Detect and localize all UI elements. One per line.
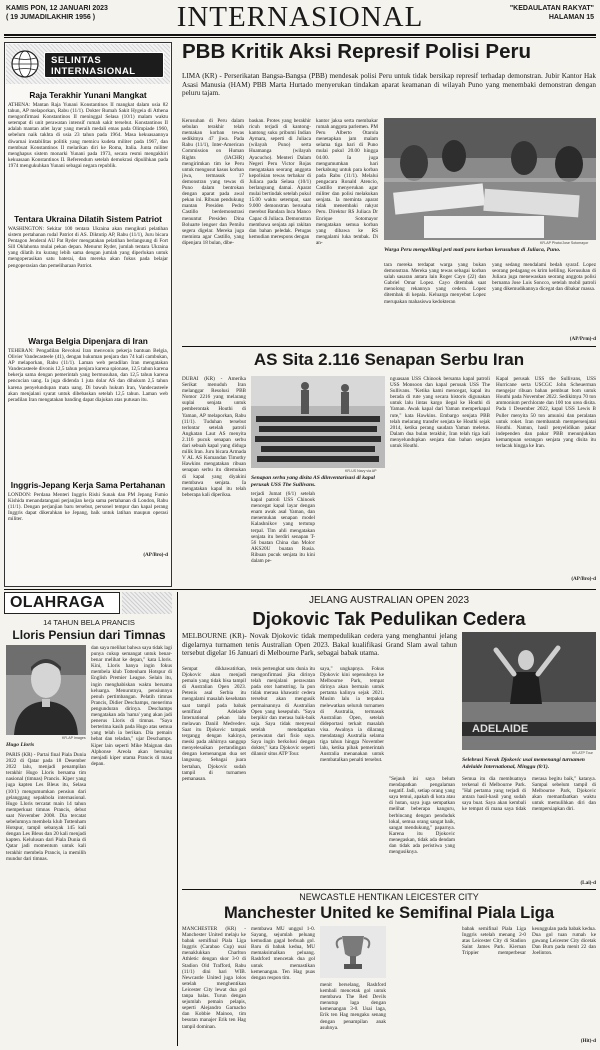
- item-body: WASHINGTON: Sekitar 100 tentara Ukraina akan mengikuti pelatihan sistem pertahanan rudal Patriot di AS. Diktutip AP, Rabu (11/1), Juru bicara Pentagon Jenderal AU Pat Ryder mengatakan pelatihan berlangsung di Fort Sill Oklahoma mulai pekan depan. Menurut Ryder, jumlah tentara Ukraina yang dilatih itu kurang lebih sama dengan jumlah yang diperlukan untuk mengoperasikan satu baterai, dan mereka akan fokus pada belajar pengoperasian dan pemeliharaan Patriot.: [8, 226, 168, 269]
- as-col-3: nguasaan USS Chinook bersama kapal patroli USS Monsoon dan kapal perusak USS The Sullivans. "Ketika kami mencegat, kapal itu berada di rute yang secara historis digunakan untuk lalu lintas kargo ilegal ke Houthi di Yaman. Awak kapal dari Yaman memperkapal rute," kata Hawkins. Embargo senjata PBB telah melarang transfer senjata ke Houthi sejak 2014, ketika perang saudara Yaman meletus. Dalam dua bulan terakhir, Iran telah tiga kali menyelundupkan senjata dan bahan senjata untuk Houthi.: [390, 376, 490, 450]
- hijri-line: ( 19 JUMADILAKHIR 1956 ): [6, 14, 96, 21]
- selintas-item-1: [8, 90, 168, 218]
- item-body: ATHENA: Mantan Raja Yunani Konstantinos II mangkat dalam usia 82 tahun, AP melaporkan, Rabu (11/1). Dokter Rumah Sakit Hygeia di Athena mengonfirmasi Konstantinos II meninggal Selasa (10/1) malam waktu setempat di unit perawatan intensif rumah sakit tersebut. Konstantinos II adalah mantan atlet layar yang meraih medali emas pada Olimpiade 1960, sebelum naik takhta di usia 23 tahun pada 1964. Masa kekuasaannya diwarnai instabilitas politik yang memicu kudeta militer pada 1967, dan membuat Konstantinos II melarikan diri ke Roma, Italia. Junta militer menghapus sistem monarki Yunani pada 1973, secara resmi mengakhiri kekuasaan Konstantinos II. Referendum setelah demokrasi dipulihkan pada 1974 mengukuhkan Yunani sebagai negara republik.: [8, 102, 168, 169]
- selintas-item-3: [8, 336, 168, 452]
- pbb-lead: LIMA (KR) - Perserikatan Bangsa-Bangsa (PBB) mendesak polisi Peru untuk tidak bersikap represif terhadap demonstran. Jubir Kantor Hak Asasi Manusia (HAM) PBB Marta Hurtado menyerukan tindakan aparat keamanan di wilayah Puno yang menembaki demonstran dengan peluru tajam.: [182, 72, 596, 98]
- as-sign: (AP/Bro)-d: [571, 576, 596, 582]
- mu-col-1: MANCHESTER (KR) - Manchester United melaju ke babak semifinal Piala Liga Inggris (Carabao Cup) usai menaklukkan Charlton Athletic dengan skor 3-0 di Stadion Old Trafford, Rabu (11/1) dini hari WIB. Newcastle United juga lolos setelah menghentikan Leicester City lewat dua gol tanpa balas. Turun dengan sejumlah pemain pelapis, seperti Alejandro Garnacho dan Kobbie Mainoo, tim besutan manajer Erik ten Hag tampil dominan.: [182, 926, 246, 1030]
- as-headline: AS Sita 2.116 Senapan Serbu Iran: [253, 350, 525, 369]
- lloris-photo: [6, 645, 86, 735]
- pbb-col-2: baskan. Protes yang berakhir ricuh terjadi di kantong-kantong suku pribumi Indian Aymara, seperti di Juliaca (wilayah Puno) serta Huamanga (wilayah Ayacucho). Menteri Dalam Negeri Peru Victor Rojas mengatakan seorang anggota kepolisian tewas terbakar di Juliaca pada Selasa (10/1) berlangsung damai. Aparat mulai bertindak setelah pukul 15.00 waktu setempat, saat 9.000 demonstran berusaha merebut Bandara Inca Manco Capac di Juliaca. Demonstran membawa senjata api rakitan dan bahan peledak. Petugas kemudian merespons dengan: [249, 118, 311, 240]
- masthead-date: [6, 4, 108, 22]
- header-rule-thin: [4, 37, 596, 38]
- lloris-photo-caption: Hugo Lloris: [6, 742, 35, 748]
- mu-kicker: NEWCASTLE HENTIKAN LEICESTER CITY: [299, 892, 479, 902]
- as-col-2: terjadi Jumat (6/1) setelah kapal patroli USS Chinook mencegat kapal layar dengan enam awak asal Yaman, dan menemukan senapan model Kalashnikov yang tertutup terpal. Tim ahli mengatakan senjata itu berdiri senapan T-56 buatan China dan Moloт AKS20U buatan Rusia. Ribuan pucuk senjata itu kini dalam pe-: [251, 491, 315, 565]
- header-rule: [4, 34, 596, 36]
- djokovic-col-5: Semua itu dia membuatnya terkenal di Melbourne Park. "Hal pertama yang terjadi di antara hasil-hasil yang sudah saya buat. Saya akan kembali ke tempat di mana saya tidak merasa begitu baik," katanya. Sampai sebelum tampil di Melbourne Park, Djokovic akan memanfaatkan waktu untuk memulihkan diri dan mempersiapkan diri.: [462, 776, 596, 813]
- date-line: KAMIS PON, 12 JANUARI 2023: [6, 5, 108, 12]
- lloris-col-2: dan saya melihat bahwa saya tidak lagi punya cukup semangat untuk benar-benar melihat ke depan," kata Lloris. Kini, Lloris hanya ingin fokus membela klub Tottenham Hotspur di English Premier League. Selain itu, ingin menghabiskan waktu bersama keluarga. Menurutnya, pensiunnya penuh pertimbangan. Pelatih timnas Prancis, Didier Deschamps, menerima pengunduran dirinya. Deschamps mengatakan ada 'nama' yang akan jadi penerus Lloris di timnas. "Saya berterima kasih pada Hugo atas semua yang telah ia berikan. Dia pemain hebat dan teladan," ujar Deschamps. Kiper lain seperti Mike Maignan dan Alphonse Areola akan bersaing menjadi kiper utama Prancis di masa depan.: [91, 645, 172, 767]
- mu-col-4: babak semifinal Piala Liga Inggris setelah menang 2-0 atas Leicester City di Stadion Saint James Park. Kiernan Trippier memperbesar keunggulan pada babak kedua. Dua gol tuan rumah ke gawang Leicester City dicetak Dan Burn pada menit 22 dan Joelinton.: [462, 926, 596, 957]
- page-number: HALAMAN 15: [548, 14, 594, 21]
- rifles-photo-caption: Senapan serbu yang disita AS diinventarisasi di kapal perusak USS The Sullivans.: [251, 475, 375, 488]
- pbb-col-4: tara mereka terdapat warga yang bukan demonstran. Mereka yang tewas sebagai korban salah sasaran antara lain Roger Cayo (22) dan Gabriel Omar Lopez. Cayo ditembak saat menolong rekannya yang cedera. Lopez ditembak di kepala. Keluarga menyebut Lopez merupakan mahasiswa kedokteran: [384, 262, 486, 305]
- djokovic-celebration-image: [462, 632, 596, 750]
- lloris-kicker: 14 TAHUN BELA PRANCIS: [43, 618, 135, 627]
- rifles-photo-credit: KR-US Navy via AP: [345, 469, 377, 473]
- djokovic-kicker: JELANG AUSTRALIAN OPEN 2023: [308, 595, 470, 606]
- item-body: LONDON: Perdana Menteri Inggris Rishi Sunak dan PM Jepang Fumio Kishida menandatangani perjanjian kerja sama pertahanan di London, Rabu (11/1). Dengan perjanjian baru tersebut, personel tempur dan kapal perang Inggris dapat dikerahkan ke Jepang, baik untuk latihan maupun operasi militer.: [8, 492, 168, 523]
- djokovic-photo-credit: KR-ATP Tour: [572, 751, 593, 755]
- item-title: Inggris-Jepang Kerja Sama Pertahanan: [10, 480, 166, 490]
- olahraga-ribbon: [122, 592, 172, 614]
- paper-name: "KEDAULATAN RAKYAT": [509, 5, 594, 12]
- globe-icon: [10, 48, 40, 80]
- svg-text:ADELAIDE: ADELAIDE: [472, 723, 529, 735]
- lloris-photo-credit: KR-AP Images: [62, 736, 86, 740]
- story-divider-2: [182, 889, 596, 890]
- seized-rifles-image: [251, 376, 385, 468]
- djokovic-col-4: "Sejauh ini saya belum mendapatkan pengalaman negatif. Jadi, setiap orang yang saya temui, apakah di kota atau di hutan, saya juga sempatkan melihat beberapa kanguru, berbincang dengan penduduk lokal, semua orang sangat baik, sangat mendukung," paparnya. Karena itu Djokovic menegaskan, tidak ada dendam dan tidak ada peristiwa yang mengusiknya.: [389, 776, 455, 856]
- selintas-item-4: [8, 480, 168, 558]
- as-col-1: DUBAI (KR) - Amerika Serikat menuduh Iran melanggar Resolusi PBB Nomor 2216 yang melarang suplai senjata untuk pemberontak Houthi di Yaman, AP melaporkan, Rabu (11/1). Tuduhan tersebut terlontar setelah patroli Angkatan Laut AS menyita 2.116 pucuk senapan serbu dari sebuah kapal yang diduga milik Iran. Juru bicara Armada V AL AS Komandan Timothy Hawkins mengatakan ribuan senapan serbu itu ditemukan di kapal yang diyakini membawa senjata. Ia mengatakan kapal itu telah beberapa kali diperiksa.: [182, 376, 246, 498]
- mu-col-2: membawa MU unggul 1-0. Sayang, sejumlah peluang kemudian gagal berbuah gol. Baru di babak kedua, MU memaksimalkan peluang. Rashford mencetak dua gol untuk memastikan kemenangan. Ten Hag puas dengan respon tim.: [251, 926, 315, 981]
- carabao-cup-photo: [320, 926, 386, 978]
- peru-photo-caption: Warga Peru mengelilingi peti mati para korban kerusuhan di Juliaca, Puno.: [384, 247, 561, 253]
- section-title: INTERNASIONAL: [176, 1, 424, 33]
- as-col-2b: [320, 491, 385, 584]
- lloris-col-1: PARIS (KR) - Partai final Piala Dunia 2022 di Qatar pada 18 Desember 2022 lalu, menjadi penampilan terakhir Hugo Lloris bersama tim nasional (timnas) Prancis. Kiper yang juga kapten Les Bleus itu, Selasa (10/1) mengumumkan pensiun dari gelanggang sepakbola internasional. Hugo Lloris tercatat main 14 tahun memperkuat timnas Prancis, debut saat November 2008. Dia tercatat sebelumnya membela klub Tottenham Hotspur, tampil sebanyak 145 kali dengan Les Bleus dan 20 kali menjadi kapten. Kelulusan dari Piala Dunia di Qatar jadi momentum untuk kali terakhir membela Prancis, ia memilih mundur dari timnas.: [6, 752, 86, 862]
- carabao-cup-logo: [320, 926, 386, 978]
- djokovic-headline: Djokovic Tak Pedulikan Cedera: [252, 608, 526, 629]
- djokovic-col-2: tenis pertengkat satu dunia itu mengonfirmasi jika dirinya telah menjalani perawatan pada otot hamstring. Ia pun tidak merasa khawatir cedera tersebut akan mengusik permainannya di Australian Open yang kesepuluh. "Saya berpikir dan merasa baik-baik saja. Saya tidak menyesal setelah mendapatkan perawatan dari fisio saya. Saya ingin berkolusi dengan dokter," kata Djokovic seperti dilansir situs ATP Tour.: [251, 666, 315, 758]
- masthead-paper: [510, 4, 594, 22]
- djokovic-photo: [462, 632, 596, 750]
- item-sign: (AP/Bro)-d: [143, 552, 168, 558]
- pbb-headline: PBB Kritik Aksi Represif Polisi Peru: [182, 40, 531, 63]
- olahraga-title: OLAHRAGA: [10, 594, 105, 611]
- selintas-item-2: [8, 214, 168, 298]
- peru-photo-credit: KR-AP Photo/Jose Sotomayor: [540, 241, 589, 245]
- column-divider: [177, 592, 178, 1046]
- mu-col-3b: [391, 926, 455, 1045]
- selintas-badge: [44, 52, 164, 78]
- item-title: Raja Terakhir Yunani Mangkat: [29, 90, 147, 100]
- djokovic-photo-caption: Selebrasi Novak Djokovic usai memenangi turnamen Adelaide International, Minggu (8/1).: [462, 757, 585, 770]
- badge-line-1: SELINTAS: [51, 55, 102, 66]
- item-title: Warga Belgia Dipenjara di Iran: [28, 336, 148, 346]
- as-col-4: Kapal perusak USS the Sullivans, USS Hurricane serta USCGC John Scheuerman mengejar ribuan bahan pembuat bom untuk Houthi pada November 2022. Sedikitnya 70 ton ammonium perchlorate dan 100 ton urea disita. Pada 1 Desember 2022, kapal USS Lewis B Puller menyita 50 ton amunisi dan peralatan untuk roket. Iran membantah mempersenjatai Houthi. Namun, hasil penyelidikan pakar independen dan pakar PBB menunjukkan kemampuan serangan senjata yang disita itu terlacak hingga ke Iran.: [496, 376, 596, 450]
- story-divider: [182, 346, 596, 347]
- item-title: Tentara Ukraina Dilatih Sistem Patriot: [14, 214, 162, 224]
- pbb-col-1: Kerusuhan di Peru dalam sebulan terakhir telah memakan korban tewas sedikitnya 47 jiwa. Pada Rabu (11/1), Inter-American Commission on Human Rights (IACHR) mengirimkan tim ke Peru untuk mengusut kasus korban jiwa, termasuk 17 demonstran yang tewas di Puno dalam bentrokan dengan aparat pada awal pekan ini. Ribuan pendukung mantan Presiden Pedro Castillo berdemonstrasi menuntut Presiden Dina Boluarte lengser dan Pemilu segera digelar. Mereka juga meminta agar Castillo, yang dipenjara 18 bulan, dibe-: [182, 118, 244, 246]
- djokovic-lead: MELBOURNE (KR)- Novak Djokovic tidak mempedulikan cedera yang menghantui jelang digelarnya turnamen tenis Australian Open 2023. Bakal kualifikasi Grand Slam awal tahun tersebut digelar 16 Januari di Melbourne Park, sebagai babak utama.: [182, 632, 457, 658]
- lloris-headline: Lloris Pensiun dari Timnas: [12, 628, 166, 642]
- mu-sign: (Hit)-d: [580, 1038, 596, 1044]
- pbb-col-3: kantor jaksa serta membakar rumah anggota parlemen. PM Peru Alberto Otarola menetapkan jam malam selama tiga hari di Puno mulai pukul 20.00 hingga 04.00. Ia juga mengumumkan hari berkabung untuk para korban pada Rabu (11/1). Melalui pengacara Ronald Atencio, Castillo menyerukan agar militer dan polisi melakukan senjata. Ia meminta aparat tidak menembaki rakyat Peru. Direktur RS Juliaca Dr Enrique Sotomayor mengatakan semua korban yang dibawa ke RS mengalami luka tembak. Di an-: [316, 118, 378, 246]
- djokovic-sign: (Lai)-d: [580, 880, 596, 886]
- badge-line-2: INTERNASIONAL: [51, 66, 136, 77]
- mu-headline: Manchester United ke Semifinal Piala Liga: [223, 904, 555, 922]
- djokovic-col-3: saya," ungkapnya. Fokus Djokovic kini sepenuhnya ke Melbourne Park, tempat dirinya akan bermain untuk pertama kalinya sejak 2021. Musim lalu ia terpaksa melewatkan seluruh turnamen di Australia, termasuk Australian Open, setelah dideportasi terkait masalah visa. Awalnya ia dilarang mendatangi Australia selama tiga tahun hingga November lalu, ketika pihak pemerintah Australia menanakan untuk membatalkan penalti tersebut.: [320, 666, 384, 764]
- lloris-portrait-image: [6, 645, 86, 735]
- rifles-photo: [251, 376, 385, 468]
- pbb-sign: (AP/Prm)-d: [569, 336, 596, 342]
- pbb-col-5: yang sedang mendalami bedah syaraf. Lopez seorang pedagang es krim keliling. Kerusuhan di Juliaca juga menewaskan seorang anggota polisi bernama Jose Luis Soncco, setelah mobil patroli yang dikemudikannya dicegat dan dibakar massa.: [492, 262, 596, 293]
- section-divider: [4, 589, 596, 590]
- peru-coffins-photo: [384, 118, 596, 240]
- mu-col-3: menit berselang, Rashford kembali mencetak gol untuk membawa The Red Devils menutup laga dengan kemenangan 3-0. Usai laga, Erik ten Hag mengaku senang dengan penampilan anak asuhnya.: [320, 982, 386, 1031]
- peru-coffins-image: [384, 118, 596, 240]
- djokovic-col-1: Sempat dikhawatirkan, Djokovic akan menjadi pemain yang tidak bisa tampil di Australian Open 2023. Petenis asal Serbia itu mengalami masalah kesehatan saat tampil pada babak semifinal Adelaide International pekan lalu melawan Daniil Medvedev. Saat itu Djokovic tampak tergangg dengan kakinya, meski pada akhirnya sanggup menyelesaikan pertandingan dengan kemenangan dua set langsung. Sebagai juara bertahan, Djokovic sudah tampil di turnamen pemanasan.: [182, 666, 246, 782]
- item-body: TEHERAN: Pengadilan Revolusi Iran menvonis pekerja bantuan Belgia, Olivier Vandecasteele (41), dengan hukuman penjara dan 74 kali cambukan, AP melaporkan, Rabu (11/1). Laman web peradilan Iran mengatakan Vandecasteele divonis 12,5 tahun penjara karena spionase, 12,5 tahun karena bekerja sama dengan pemerintah yang bermusuhan, dan 12,5 tahun karena pencucian uang. Ia juga didenda 1 juta dolar AS dan dihukum 2,5 tahun karena penyelundupan mata uang. Di bawah hukum Iran, Vandecasteele akan menjalani syarat untuk dibebaskan setelah 12,5 tahun. Laman web peradilan Iran mengatakan banding dapat diajukan atas putusan itu.: [8, 348, 168, 403]
